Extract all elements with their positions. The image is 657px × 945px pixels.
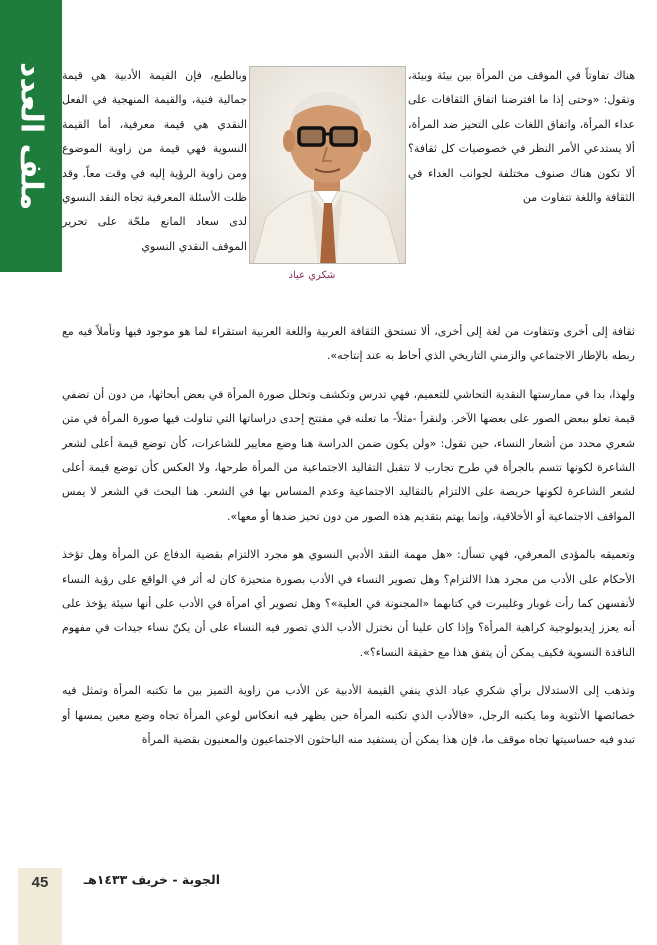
person-portrait-icon (249, 67, 405, 264)
article-column-left (62, 64, 247, 259)
article-body (62, 320, 635, 753)
page-footer (0, 868, 657, 945)
paragraph: ولهذا، بدا في ممارستها النقدية التحاشي للتعميم، فهي تدرس وتكشف وتحلل صورة المرأة في بعض أبحاثها، من دون أن تضفي قيمة تعلو ببعض الصور على بعضها الآخر. ولنقرأ -مثلاً- ما تعلنه في مفتتح إحدى دراساتها التي تناولت فيها صورة المرأة في متن شعري محدد من أشعار النساء، حين تقول: «ولن يكون ضمن الدراسة هنا وضع معايير للشاعرات، كأن توضع قيمة أعلى لشعر الشاعرة لكونها تتسم بالجرأة في طرح تجارب لا تتقبل التقاليد الاجتماعية من المرأة طرحها، ولا العكس كأن توضع قيمة أعلى لشعر الشاعرة لكونها حريصة على الالتزام بالتقاليد الاجتماعية وعدم المساس بها في الشعر. هنا البحث في الشعر لا يمس المواقف الاجتماعية أو الأخلاقية، وإنما يهتم بتقديم هذه الصور من دون تحيز ضدها أو معها». (62, 387, 635, 523)
portrait-caption: شكري عياد (288, 270, 336, 281)
paragraph: ثقافة إلى أخرى وتتفاوت من لغة إلى أخرى، ألا تستحق الثقافة العربية واللغة العربية استقراء لما هو موجود فيها وتأملاً فيه مع ربطه بالإطار الاجتماعي والزمني التاريخي الذي أحاط به عند إنتاجه». (62, 325, 635, 363)
section-title: ملف العدد (13, 61, 49, 211)
article-column-right (408, 64, 635, 210)
page-number: 45 (31, 874, 49, 891)
paragraph: وتعميقه بالمؤدى المعرفي، فهي تسأل: «هل مهمة النقد الأدبي النسوي هو مجرد الالتزام بقضية الدفاع عن المرأة وهل تؤخذ الأحكام على الأدب من مجرد هذا الالتزام؟ وهل تصوير النساء في الأدب بصورة متحيزة كان له أثر في الواقع على رؤية النساء لأنفسهن كما رأت غوبار وغليبرت في كتابهما «المجنونة في العلية»؟ وهل تصوير أي امرأة في الأدب على أنها سيئة يؤخذ على أنه يعزز إيديولوجية كراهية المرأة؟ وإذا كان علينا أن نختزل الأدب الذي تصور فيه النساء على أن يكنّ نساء جيدات في مفهوم الناقدة النسوية فكيف يمكن أن يتفق هذا مع حقيقة النساء؟». (62, 548, 635, 659)
issue-label: الجوبة - خريف ١٤٣٣هـ (83, 872, 220, 887)
section-header-band (0, 0, 62, 272)
paragraph: وتذهب إلى الاستدلال برأي شكري عياد الذي ينفي القيمة الأدبية عن الأدب من زاوية التميز بين ما تكتبه المرأة وتمثل فيه خصائصها الأنثوية وما يكتبه الرجل، «فالأدب الذي تكتبه المرأة حين يظهر فيه انعكاس لوعي المرأة تجاه وضع معين يمسها أو تبدو فيه حساسيتها تجاه موقف ما، فإن هذا يمكن أن يستفيد منه الباحثون الاجتماعيون والمعنيون بقضية المرأة (62, 684, 635, 747)
author-portrait (249, 66, 406, 264)
page-number-box (18, 868, 62, 945)
paragraph: وبالطبع، فإن القيمة الأدبية هي قيمة جمالية فنية، والقيمة المنهجية في الفعل النقدي هي قيمة معرفية، أما القيمة النسوية فهي قيمة من زاوية الموضوع ومن زاوية الرؤية إليه في وقت معاً. وقد ظلت الأسئلة المعرفية تجاه النقد النسوي لدى سعاد المانع ملحّة على تحرير الموقف النقدي النسوي (62, 69, 247, 253)
paragraph: هناك تفاوتاً في الموقف من المرأة بين بيئة وبيئة، وتقول: «وحتى إذا ما افترضنا اتفاق الثقافات على عداء المرأة، واتفاق اللغات على التحيز ضد المرأة، ألا يستدعي الأمر النظر في خصوصيات كل ثقافة؟ ألا تكون هناك صنوف مختلفة لجوانب العداء في الثقافة واللغة تتفاوت من (408, 69, 635, 205)
